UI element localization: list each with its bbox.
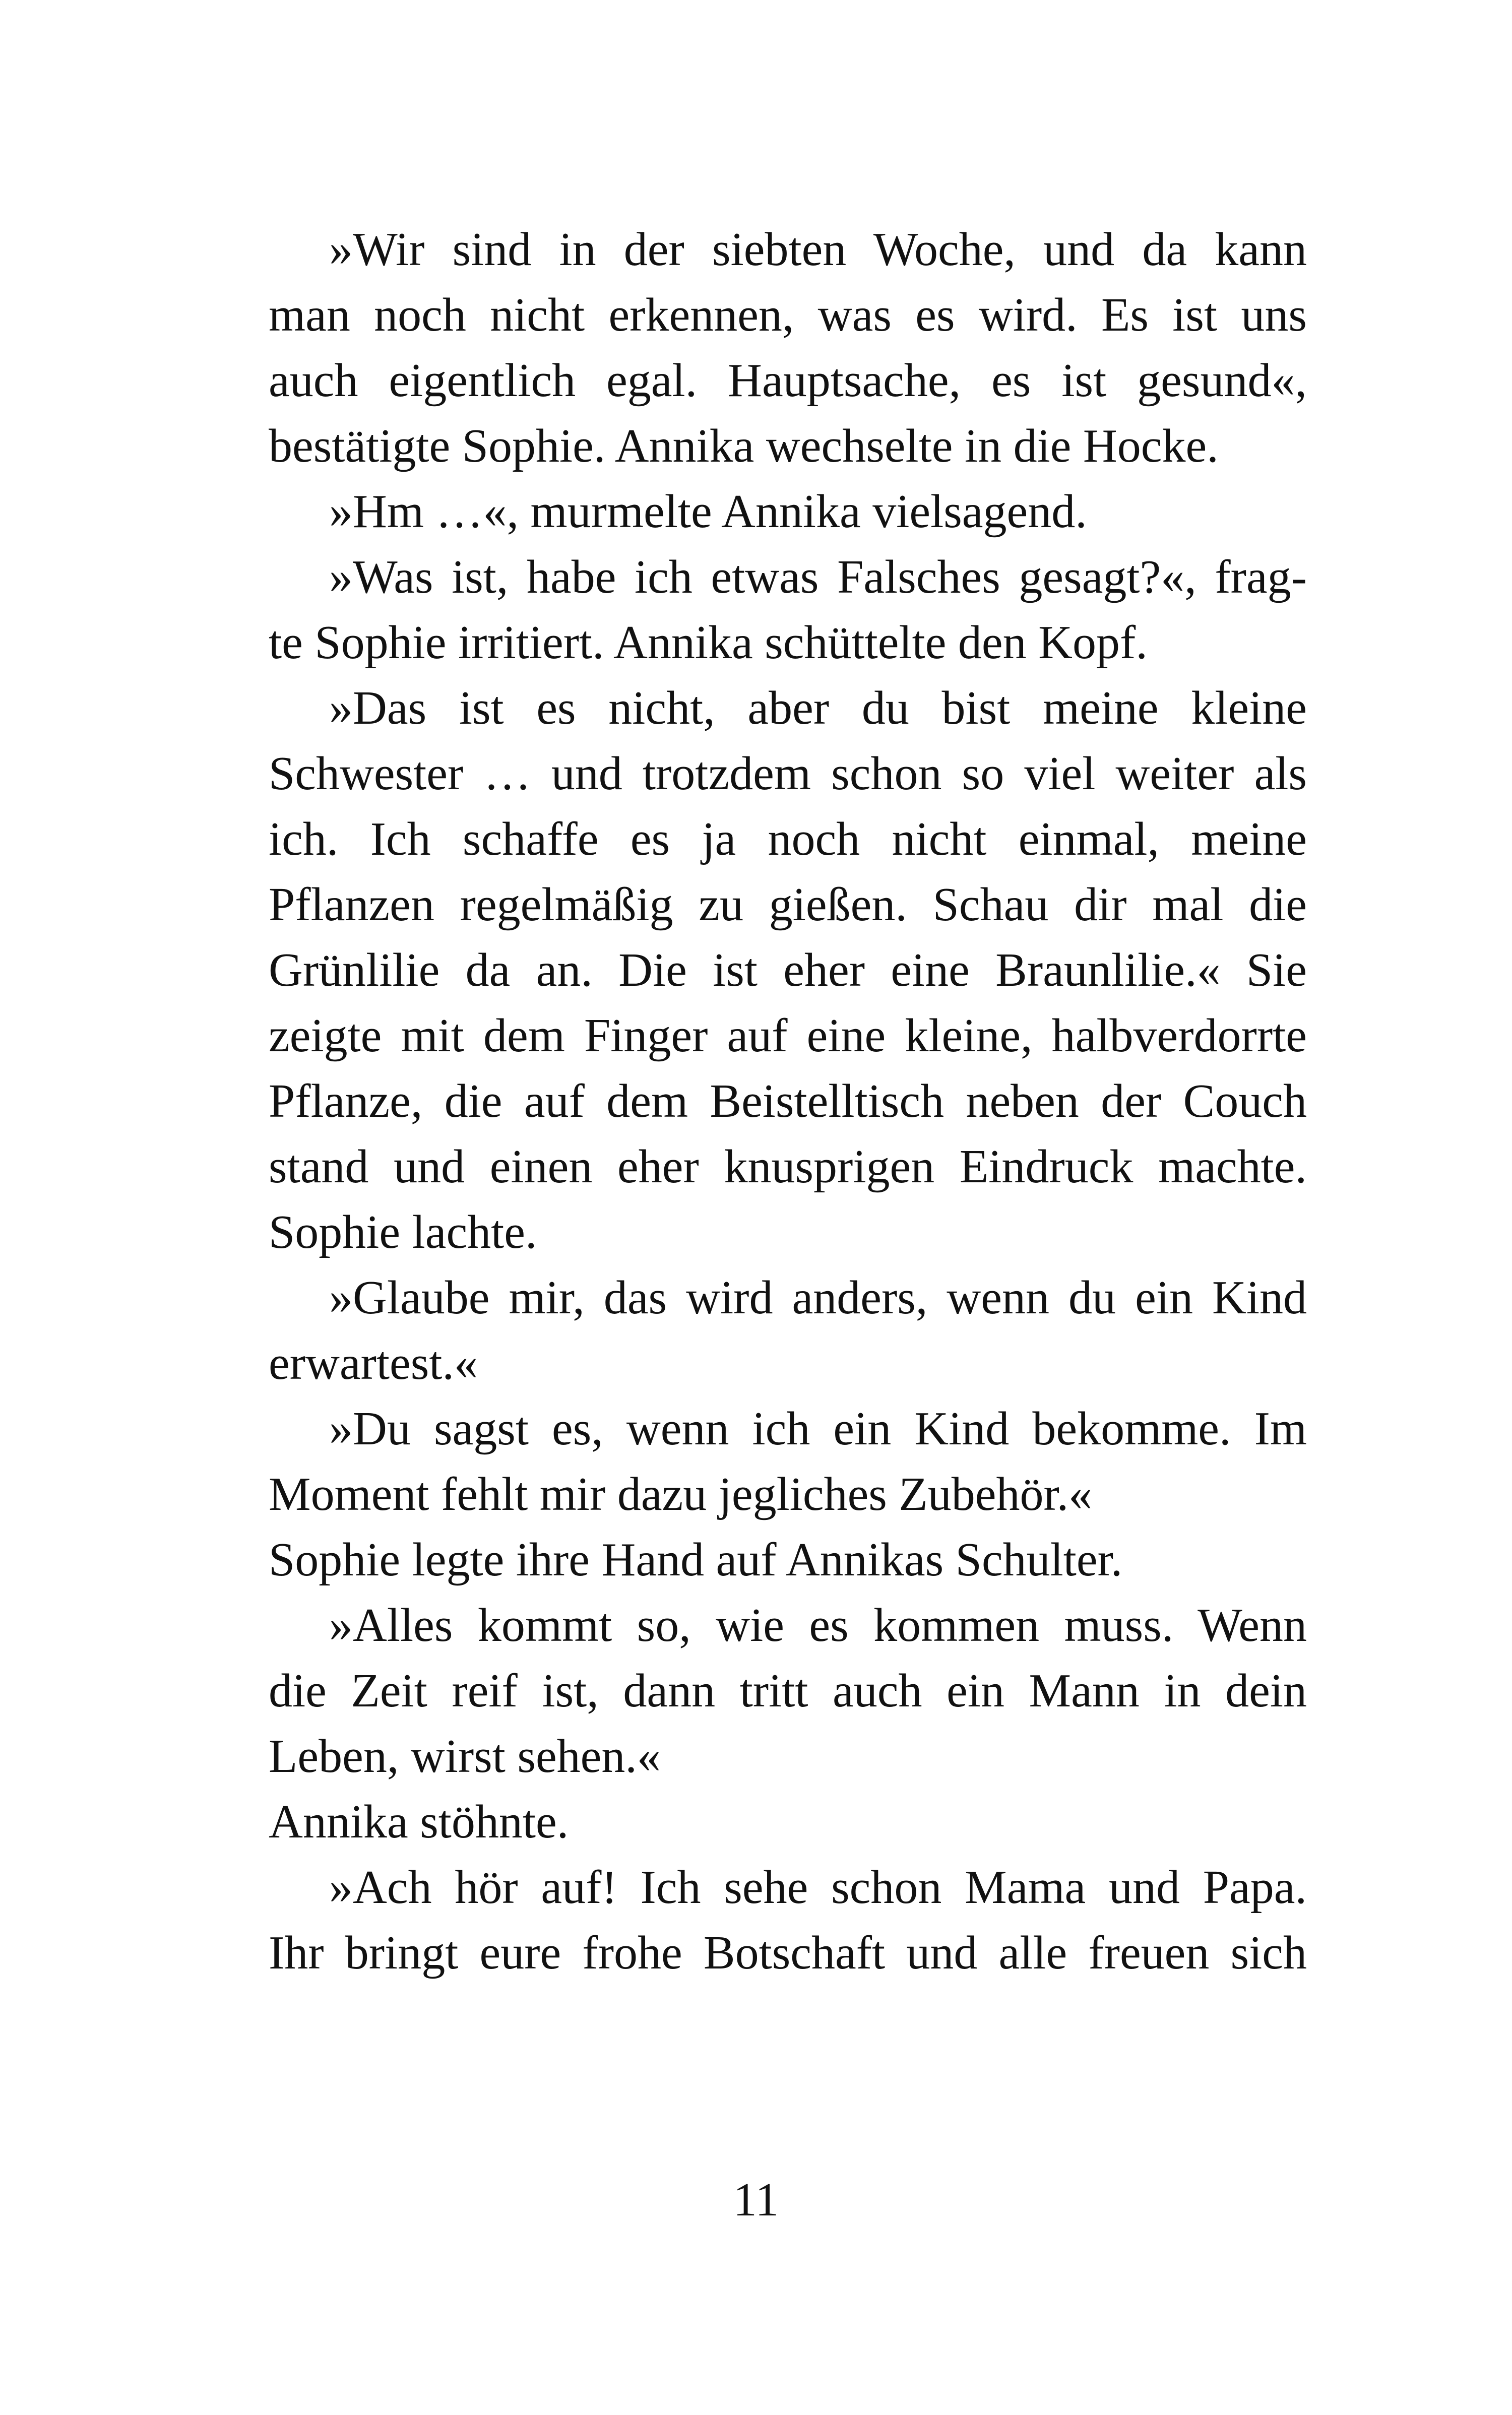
text-line: man noch nicht erkennen, was es wird. Es ist uns (269, 289, 1307, 341)
text-line: Moment fehlt mir dazu jegliches Zubehör.« (269, 1468, 1093, 1520)
text-line: Pflanzen regelmäßig zu gießen. Schau dir mal die (269, 878, 1307, 931)
paragraph (269, 675, 1307, 1265)
text-line: te Sophie irritiert. Annika schüttelte den Kopf. (269, 616, 1148, 669)
text-line: »Das ist es nicht, aber du bist meine kleine (329, 682, 1307, 734)
text-line: Pflanze, die auf dem Beistelltisch neben der Couch (269, 1075, 1307, 1127)
text-line: Grünlilie da an. Die ist eher eine Braunlilie.« Sie (269, 944, 1307, 996)
paragraph (269, 544, 1307, 675)
text-line: »Alles kommt so, wie es kommen muss. Wenn (329, 1599, 1307, 1651)
text-line: stand und einen eher knusprigen Eindruck machte. (269, 1140, 1307, 1193)
text-line: Sophie lachte. (269, 1206, 537, 1258)
page-number: 11 (733, 2174, 779, 2226)
paragraph (269, 479, 1307, 544)
text-line: bestätigte Sophie. Annika wechselte in die Hocke. (269, 420, 1219, 472)
paragraph (269, 1265, 1307, 1396)
paragraph (269, 1593, 1307, 1789)
text-line: Ihr bringt eure frohe Botschaft und alle freuen sich (269, 1927, 1307, 1979)
text-line: »Du sagst es, wenn ich ein Kind bekomme. Im (329, 1403, 1307, 1455)
text-line: die Zeit reif ist, dann tritt auch ein Mann in dein (269, 1665, 1307, 1717)
text-line: »Hm …«, murmelte Annika vielsagend. (329, 485, 1087, 538)
paragraph (269, 1527, 1307, 1593)
text-line: Annika stöhnte. (269, 1796, 569, 1848)
text-line: auch eigentlich egal. Hauptsache, es ist gesund«, (269, 354, 1307, 407)
body-text (269, 217, 1307, 1986)
text-line: ich. Ich schaffe es ja noch nicht einmal, meine (269, 813, 1307, 865)
paragraph (269, 217, 1307, 479)
text-line: Leben, wirst sehen.« (269, 1730, 661, 1783)
paragraph (269, 1396, 1307, 1527)
text-line: »Was ist, habe ich etwas Falsches gesagt?«, frag- (329, 551, 1307, 603)
text-line: Sophie legte ihre Hand auf Annikas Schulter. (269, 1534, 1123, 1586)
text-line: »Ach hör auf! Ich sehe schon Mama und Papa. (329, 1861, 1307, 1914)
paragraph (269, 1789, 1307, 1855)
text-line: erwartest.« (269, 1337, 478, 1389)
text-line: zeigte mit dem Finger auf eine kleine, halbverdorrte (269, 1009, 1307, 1062)
text-line: »Wir sind in der siebten Woche, und da kann (329, 223, 1307, 276)
text-line: Schwester … und trotzdem schon so viel weiter als (269, 747, 1307, 800)
paragraph (269, 1855, 1307, 1986)
text-line: »Glaube mir, das wird anders, wenn du ein Kind (329, 1272, 1307, 1324)
